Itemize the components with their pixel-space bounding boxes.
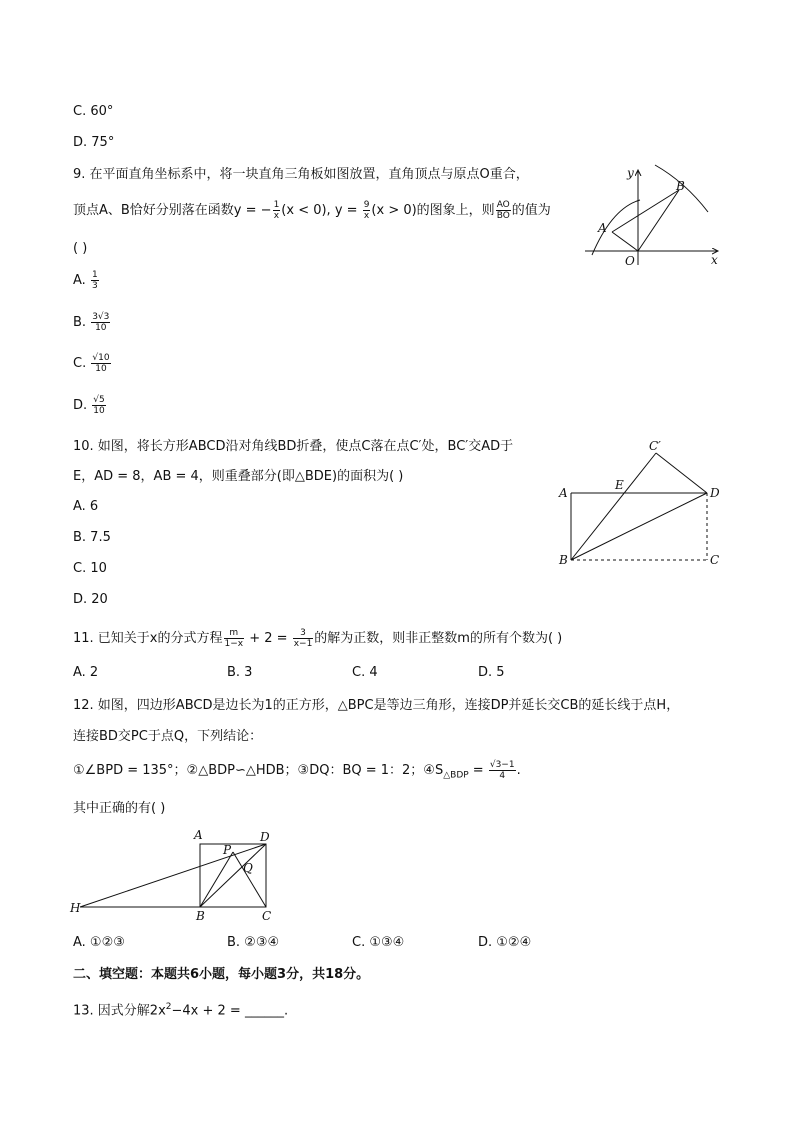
q12-label-d: D <box>260 830 270 844</box>
q12-figure <box>66 826 286 924</box>
q10-figure <box>555 436 730 571</box>
q12-statements-part-c: . <box>516 763 521 778</box>
q13-stem <box>73 998 288 1020</box>
q12-label-c: C <box>262 909 272 923</box>
q9-stem-part-b: (x < 0), y = <box>281 203 362 218</box>
q9-segment-ao <box>612 232 638 251</box>
q9-label-y: y <box>627 166 634 180</box>
q11-stem-part-a: 11. 已知关于x的分式方程 <box>73 631 223 646</box>
q10-label-e: E <box>615 478 624 492</box>
section-fill-in-heading: 二、填空题：本题共6小题，每小题3分，共18分。 <box>73 967 370 982</box>
q11-stem-part-b: + 2 = <box>245 631 292 646</box>
q10-option-c: C. 10 <box>73 561 107 576</box>
q9-stem-line1: 9. 在平面直角坐标系中，将一块直角三角板如图放置，直角顶点与原点O重合， <box>73 167 529 182</box>
q8-option-d: D. 75° <box>73 135 115 150</box>
q12-statements-part-a: ①∠BPD = 135°；②△BDP∽△HDB；③DQ：BQ = 1：2；④S <box>73 763 444 778</box>
q10-option-d: D. 20 <box>73 592 108 607</box>
q10-label-a: A <box>559 486 568 500</box>
q12-label-p: P <box>223 843 232 857</box>
q12-line-hd <box>80 844 266 907</box>
q9-frac-1: $\frac{1}{x}$ <box>273 200 280 221</box>
q10-label-d: D <box>710 486 720 500</box>
q12-statements <box>73 758 521 789</box>
q12-statements-part-b: = <box>468 763 488 778</box>
q10-segment-c-prime-d <box>656 453 707 493</box>
q11-frac-2: $\frac{3}{x-1}$ <box>293 628 313 649</box>
q11-frac-1: $\frac{m}{1-x}$ <box>224 628 244 649</box>
q9-label-o: O <box>625 254 635 268</box>
q12-label-h: H <box>70 901 81 915</box>
q9-option-b: B. $\frac{3√3}{10}$ <box>73 312 110 333</box>
q9-option-d: D. $\frac{√5}{10}$ <box>73 395 105 416</box>
q10-stem-line1: 10. 如图，将长方形ABCD沿对角线BD折叠，使点C落在点C′处，BC′交AD于 <box>73 439 514 454</box>
q12-label-a: A <box>194 828 203 842</box>
q9-segment-ob <box>638 190 679 251</box>
q8-option-c: C. 60° <box>73 104 114 119</box>
q11-option-b: B. 3 <box>227 665 253 680</box>
q9-label-b: B <box>676 179 685 193</box>
q12-option-c: C. ①③④ <box>352 935 405 950</box>
q12-label-b: B <box>196 909 205 923</box>
q12-option-d: D. ①②④ <box>478 935 532 950</box>
q12-option-b: B. ②③④ <box>227 935 280 950</box>
q12-diagonal-bd <box>200 844 266 907</box>
q10-diagonal-bd <box>571 493 707 560</box>
q12-statements-sub: △BDP <box>443 770 469 781</box>
q12-stem-line1: 12. 如图，四边形ABCD是边长为1的正方形，△BPC是等边三角形，连接DP并延长交CB的延长线于点H， <box>73 698 680 713</box>
q9-answer-paren: ( ) <box>73 241 88 256</box>
q12-option-a: A. ①②③ <box>73 935 125 950</box>
q9-stem-part-a: 顶点A、B恰好分别落在函数y = − <box>73 203 272 218</box>
q12-stem-line2: 连接BD交PC于点Q，下列结论： <box>73 729 263 744</box>
q13-stem-part-a: 13. 因式分解2x <box>73 1003 166 1019</box>
q10-option-a: A. 6 <box>73 499 99 514</box>
q9-segment-ab <box>612 190 679 232</box>
q13-stem-part-b: −4x + 2 = ______. <box>171 1003 289 1019</box>
q9-label-x: x <box>711 253 718 267</box>
q10-option-b: B. 7.5 <box>73 530 111 545</box>
q13-stem-sup: 2 <box>165 1002 172 1012</box>
q9-label-a: A <box>598 221 607 235</box>
q12-question: 其中正确的有( ) <box>73 801 166 816</box>
q9-frac-2: $\frac{9}{x}$ <box>363 200 370 221</box>
q9-stem-part-d: 的值为 <box>511 203 551 218</box>
q9-stem-part-c: (x > 0)的图象上，则 <box>371 203 495 218</box>
q11-option-d: D. 5 <box>478 665 505 680</box>
q11-stem-part-c: 的解为正数，则非正整数m的所有个数为( ) <box>314 631 563 646</box>
q9-frac-3: $\frac{AO}{BO}$ <box>496 200 510 221</box>
q10-label-c: C <box>710 553 720 567</box>
q9-option-a: A. $\frac{1}{3}$ <box>73 270 98 291</box>
q9-figure <box>580 160 730 270</box>
q12-frac: $\frac{√3-1}{4}$ <box>489 760 515 781</box>
q10-label-c-prime: C′ <box>649 439 661 453</box>
q9-option-c: C. $\frac{√10}{10}$ <box>73 353 110 374</box>
q12-label-q: Q <box>243 861 253 875</box>
q11-stem <box>73 626 562 652</box>
q10-label-b: B <box>559 553 568 567</box>
q10-stem-line2: E，AD = 8，AB = 4，则重叠部分(即△BDE)的面积为( ) <box>73 469 404 484</box>
q9-stem-line2 <box>73 198 551 224</box>
q10-segment-bc-prime <box>571 453 656 560</box>
q11-option-a: A. 2 <box>73 665 99 680</box>
q11-option-c: C. 4 <box>352 665 378 680</box>
